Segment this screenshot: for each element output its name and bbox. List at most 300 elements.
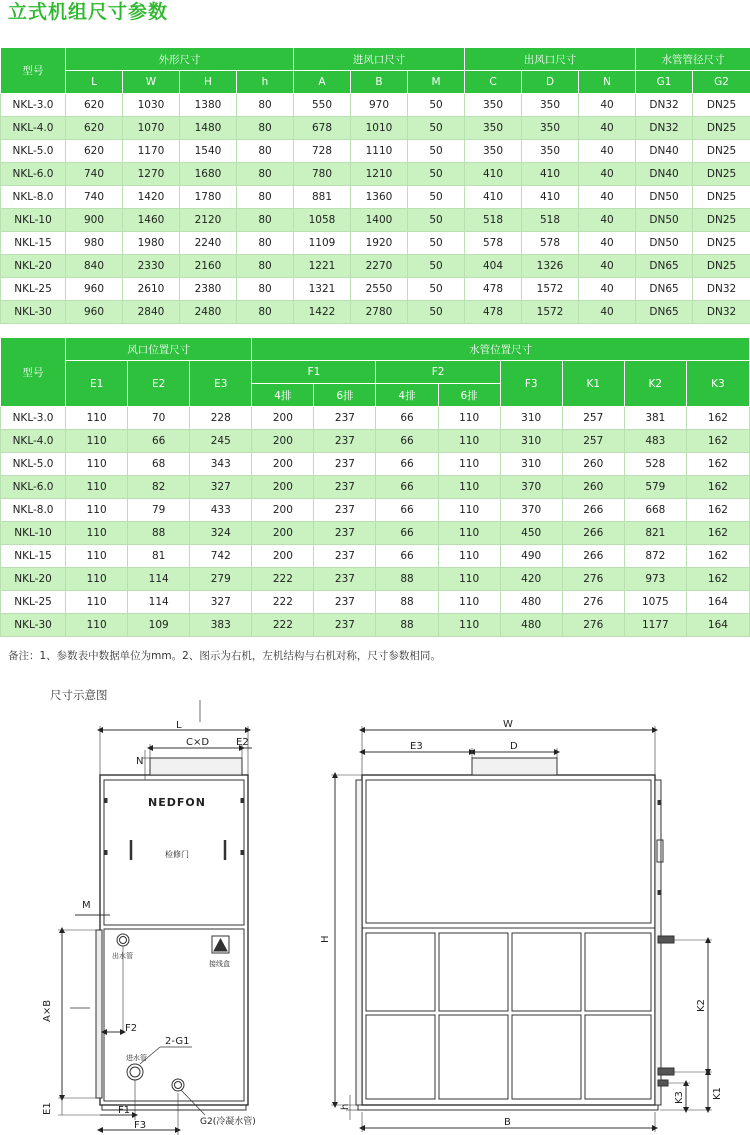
model-cell: NKL-30 bbox=[1, 614, 66, 637]
label-h-upper: H bbox=[320, 935, 331, 943]
page-title: 立式机组尺寸参数 bbox=[8, 1, 169, 23]
value-cell: 1780 bbox=[180, 186, 237, 209]
value-cell: 110 bbox=[66, 476, 128, 499]
value-cell: 162 bbox=[686, 407, 749, 430]
table-row bbox=[1, 499, 750, 522]
value-cell: 2120 bbox=[180, 209, 237, 232]
f2-header: F2 bbox=[376, 361, 500, 384]
value-cell: 1980 bbox=[123, 232, 180, 255]
label-f3: F3 bbox=[134, 1120, 147, 1131]
e2-header: E2 bbox=[128, 361, 190, 407]
sub-header: W bbox=[123, 71, 180, 94]
f1-header: F1 bbox=[252, 361, 376, 384]
value-cell: 200 bbox=[252, 407, 314, 430]
value-cell: DN25 bbox=[693, 140, 750, 163]
value-cell: DN32 bbox=[636, 117, 693, 140]
label-b: B bbox=[504, 1117, 511, 1128]
table-row bbox=[1, 278, 750, 301]
value-cell: 66 bbox=[376, 545, 438, 568]
sub-header: H bbox=[180, 71, 237, 94]
value-cell: 1420 bbox=[123, 186, 180, 209]
value-cell: 40 bbox=[579, 278, 636, 301]
value-cell: 40 bbox=[579, 301, 636, 324]
label-e2: E2 bbox=[236, 737, 249, 748]
value-cell: 80 bbox=[237, 163, 294, 186]
value-cell: DN50 bbox=[636, 209, 693, 232]
value-cell: 350 bbox=[465, 94, 522, 117]
value-cell: 50 bbox=[408, 232, 465, 255]
value-cell: 109 bbox=[128, 614, 190, 637]
value-cell: 881 bbox=[294, 186, 351, 209]
value-cell: 1400 bbox=[351, 209, 408, 232]
table-row bbox=[1, 232, 750, 255]
value-cell: 110 bbox=[66, 591, 128, 614]
value-cell: 162 bbox=[686, 476, 749, 499]
label-junction-box: 接线盒 bbox=[209, 960, 230, 968]
value-cell: 88 bbox=[376, 614, 438, 637]
value-cell: 110 bbox=[438, 522, 500, 545]
k1-header: K1 bbox=[562, 361, 624, 407]
value-cell: 327 bbox=[190, 591, 252, 614]
value-cell: 1572 bbox=[522, 278, 579, 301]
value-cell: 66 bbox=[376, 476, 438, 499]
model-cell: NKL-20 bbox=[1, 255, 66, 278]
value-cell: 50 bbox=[408, 255, 465, 278]
value-cell: 740 bbox=[66, 163, 123, 186]
value-cell: 228 bbox=[190, 407, 252, 430]
value-cell: 88 bbox=[376, 591, 438, 614]
label-access-door: 检修门 bbox=[165, 850, 189, 859]
table-row bbox=[1, 140, 750, 163]
value-cell: DN25 bbox=[693, 209, 750, 232]
value-cell: 50 bbox=[408, 94, 465, 117]
value-cell: 2780 bbox=[351, 301, 408, 324]
label-m: M bbox=[82, 900, 91, 911]
label-k2: K2 bbox=[696, 999, 707, 1012]
value-cell: 222 bbox=[252, 614, 314, 637]
value-cell: 66 bbox=[128, 430, 190, 453]
value-cell: 164 bbox=[686, 614, 749, 637]
value-cell: 266 bbox=[562, 522, 624, 545]
value-cell: 350 bbox=[522, 140, 579, 163]
value-cell: DN50 bbox=[636, 186, 693, 209]
label-k1: K1 bbox=[712, 1087, 723, 1100]
value-cell: 80 bbox=[237, 301, 294, 324]
value-cell: 1010 bbox=[351, 117, 408, 140]
value-cell: 40 bbox=[579, 163, 636, 186]
value-cell: 80 bbox=[237, 140, 294, 163]
value-cell: 1321 bbox=[294, 278, 351, 301]
f1-6row-header: 6排 bbox=[314, 384, 376, 407]
value-cell: 50 bbox=[408, 163, 465, 186]
value-cell: 1460 bbox=[123, 209, 180, 232]
sub-header: L bbox=[66, 71, 123, 94]
sub-header: M bbox=[408, 71, 465, 94]
model-cell: NKL-15 bbox=[1, 545, 66, 568]
sub-header: h bbox=[237, 71, 294, 94]
value-cell: 110 bbox=[438, 591, 500, 614]
value-cell: 678 bbox=[294, 117, 351, 140]
value-cell: 579 bbox=[624, 476, 686, 499]
value-cell: 980 bbox=[66, 232, 123, 255]
value-cell: 66 bbox=[376, 430, 438, 453]
value-cell: 780 bbox=[294, 163, 351, 186]
value-cell: 1540 bbox=[180, 140, 237, 163]
value-cell: 40 bbox=[579, 232, 636, 255]
value-cell: 350 bbox=[465, 117, 522, 140]
value-cell: 973 bbox=[624, 568, 686, 591]
pipe-diameter-header: 水管管径尺寸 bbox=[636, 48, 750, 71]
value-cell: 2270 bbox=[351, 255, 408, 278]
value-cell: 82 bbox=[128, 476, 190, 499]
value-cell: 80 bbox=[237, 278, 294, 301]
model-cell: NKL-20 bbox=[1, 568, 66, 591]
value-cell: 80 bbox=[237, 117, 294, 140]
value-cell: 110 bbox=[66, 545, 128, 568]
value-cell: 40 bbox=[579, 140, 636, 163]
value-cell: 550 bbox=[294, 94, 351, 117]
value-cell: 370 bbox=[500, 499, 562, 522]
value-cell: 66 bbox=[376, 407, 438, 430]
value-cell: DN25 bbox=[693, 163, 750, 186]
value-cell: 50 bbox=[408, 117, 465, 140]
label-w: W bbox=[503, 719, 513, 730]
value-cell: 420 bbox=[500, 568, 562, 591]
value-cell: 668 bbox=[624, 499, 686, 522]
air-port-position-header: 风口位置尺寸 bbox=[66, 338, 252, 361]
sub-header: N bbox=[579, 71, 636, 94]
f3-header: F3 bbox=[500, 361, 562, 407]
value-cell: 110 bbox=[438, 407, 500, 430]
value-cell: 1680 bbox=[180, 163, 237, 186]
value-cell: 1110 bbox=[351, 140, 408, 163]
value-cell: 1109 bbox=[294, 232, 351, 255]
label-inlet: 进水管 bbox=[126, 1054, 147, 1062]
value-cell: 310 bbox=[500, 407, 562, 430]
value-cell: 237 bbox=[314, 591, 376, 614]
value-cell: 404 bbox=[465, 255, 522, 278]
position-table bbox=[0, 337, 750, 637]
value-cell: 480 bbox=[500, 591, 562, 614]
value-cell: 79 bbox=[128, 499, 190, 522]
table-row bbox=[1, 522, 750, 545]
value-cell: 164 bbox=[686, 591, 749, 614]
value-cell: 200 bbox=[252, 430, 314, 453]
f2-6row-header: 6排 bbox=[438, 384, 500, 407]
model-cell: NKL-3.0 bbox=[1, 407, 66, 430]
table-row bbox=[1, 453, 750, 476]
value-cell: 110 bbox=[438, 614, 500, 637]
value-cell: 222 bbox=[252, 568, 314, 591]
value-cell: 578 bbox=[465, 232, 522, 255]
value-cell: DN25 bbox=[693, 232, 750, 255]
model-cell: NKL-4.0 bbox=[1, 117, 66, 140]
brand-logo: NEDFON bbox=[148, 796, 206, 809]
value-cell: 237 bbox=[314, 545, 376, 568]
value-cell: 1170 bbox=[123, 140, 180, 163]
model-cell: NKL-5.0 bbox=[1, 140, 66, 163]
table-row bbox=[1, 476, 750, 499]
value-cell: 81 bbox=[128, 545, 190, 568]
value-cell: 80 bbox=[237, 186, 294, 209]
sub-header: D bbox=[522, 71, 579, 94]
value-cell: DN50 bbox=[636, 232, 693, 255]
value-cell: 620 bbox=[66, 94, 123, 117]
value-cell: 350 bbox=[522, 117, 579, 140]
label-cxd: C×D bbox=[186, 737, 210, 748]
value-cell: 2480 bbox=[180, 301, 237, 324]
label-h-lower: h bbox=[340, 1103, 351, 1110]
value-cell: 200 bbox=[252, 453, 314, 476]
value-cell: 40 bbox=[579, 117, 636, 140]
value-cell: 110 bbox=[438, 499, 500, 522]
value-cell: 480 bbox=[500, 614, 562, 637]
value-cell: 162 bbox=[686, 499, 749, 522]
value-cell: 620 bbox=[66, 140, 123, 163]
value-cell: 960 bbox=[66, 301, 123, 324]
model-header: 型号 bbox=[1, 48, 66, 94]
value-cell: 2330 bbox=[123, 255, 180, 278]
value-cell: 222 bbox=[252, 591, 314, 614]
model-cell: NKL-25 bbox=[1, 278, 66, 301]
air-outlet-header: 出风口尺寸 bbox=[465, 48, 636, 71]
label-l: L bbox=[176, 720, 182, 731]
f2-4row-header: 4排 bbox=[376, 384, 438, 407]
value-cell: 50 bbox=[408, 301, 465, 324]
dimension-table-header bbox=[1, 48, 750, 94]
label-f1: F1 bbox=[118, 1105, 131, 1116]
value-cell: 200 bbox=[252, 545, 314, 568]
value-cell: 237 bbox=[314, 568, 376, 591]
value-cell: 40 bbox=[579, 186, 636, 209]
value-cell: 383 bbox=[190, 614, 252, 637]
dimension-table-body bbox=[1, 94, 750, 324]
k3-header: K3 bbox=[686, 361, 749, 407]
value-cell: 237 bbox=[314, 522, 376, 545]
table-row bbox=[1, 186, 750, 209]
value-cell: 518 bbox=[522, 209, 579, 232]
value-cell: DN25 bbox=[693, 186, 750, 209]
value-cell: 66 bbox=[376, 522, 438, 545]
value-cell: 110 bbox=[438, 568, 500, 591]
value-cell: 478 bbox=[465, 301, 522, 324]
value-cell: 50 bbox=[408, 140, 465, 163]
pipe-position-header: 水管位置尺寸 bbox=[252, 338, 750, 361]
table-row bbox=[1, 255, 750, 278]
value-cell: 327 bbox=[190, 476, 252, 499]
value-cell: 528 bbox=[624, 453, 686, 476]
value-cell: 1075 bbox=[624, 591, 686, 614]
label-outlet: 出水管 bbox=[112, 952, 133, 960]
value-cell: 110 bbox=[438, 545, 500, 568]
table-row bbox=[1, 301, 750, 324]
value-cell: 257 bbox=[562, 430, 624, 453]
sub-header: G2 bbox=[693, 71, 750, 94]
value-cell: 110 bbox=[438, 453, 500, 476]
value-cell: 1058 bbox=[294, 209, 351, 232]
value-cell: 114 bbox=[128, 568, 190, 591]
value-cell: 88 bbox=[376, 568, 438, 591]
value-cell: 620 bbox=[66, 117, 123, 140]
value-cell: 80 bbox=[237, 209, 294, 232]
value-cell: 40 bbox=[579, 94, 636, 117]
value-cell: 237 bbox=[314, 407, 376, 430]
value-cell: 279 bbox=[190, 568, 252, 591]
value-cell: 840 bbox=[66, 255, 123, 278]
value-cell: 66 bbox=[376, 453, 438, 476]
value-cell: 410 bbox=[522, 186, 579, 209]
value-cell: 350 bbox=[465, 140, 522, 163]
value-cell: 490 bbox=[500, 545, 562, 568]
model-cell: NKL-10 bbox=[1, 522, 66, 545]
value-cell: 237 bbox=[314, 499, 376, 522]
outline-size-header: 外形尺寸 bbox=[66, 48, 294, 71]
dimension-diagram bbox=[0, 700, 750, 1135]
value-cell: 70 bbox=[128, 407, 190, 430]
label-axb: A×B bbox=[42, 999, 53, 1022]
model-cell: NKL-25 bbox=[1, 591, 66, 614]
value-cell: 410 bbox=[465, 163, 522, 186]
e3-header: E3 bbox=[190, 361, 252, 407]
value-cell: DN65 bbox=[636, 301, 693, 324]
value-cell: 2550 bbox=[351, 278, 408, 301]
table-row bbox=[1, 430, 750, 453]
table-row bbox=[1, 568, 750, 591]
value-cell: 40 bbox=[579, 209, 636, 232]
model-cell: NKL-6.0 bbox=[1, 163, 66, 186]
value-cell: 728 bbox=[294, 140, 351, 163]
value-cell: 2610 bbox=[123, 278, 180, 301]
value-cell: 483 bbox=[624, 430, 686, 453]
value-cell: 110 bbox=[66, 568, 128, 591]
value-cell: 276 bbox=[562, 614, 624, 637]
value-cell: 162 bbox=[686, 545, 749, 568]
value-cell: 110 bbox=[66, 453, 128, 476]
value-cell: 410 bbox=[522, 163, 579, 186]
value-cell: 110 bbox=[66, 499, 128, 522]
value-cell: 872 bbox=[624, 545, 686, 568]
value-cell: 821 bbox=[624, 522, 686, 545]
value-cell: 433 bbox=[190, 499, 252, 522]
value-cell: 200 bbox=[252, 476, 314, 499]
table-row bbox=[1, 209, 750, 232]
value-cell: 162 bbox=[686, 522, 749, 545]
value-cell: 237 bbox=[314, 430, 376, 453]
value-cell: 970 bbox=[351, 94, 408, 117]
value-cell: DN25 bbox=[693, 255, 750, 278]
value-cell: DN32 bbox=[636, 94, 693, 117]
model-cell: NKL-5.0 bbox=[1, 453, 66, 476]
value-cell: 200 bbox=[252, 499, 314, 522]
value-cell: 742 bbox=[190, 545, 252, 568]
value-cell: 50 bbox=[408, 278, 465, 301]
air-inlet-header: 进风口尺寸 bbox=[294, 48, 465, 71]
value-cell: 410 bbox=[465, 186, 522, 209]
position-table-body bbox=[1, 407, 750, 637]
diagram-title: 尺寸示意图 bbox=[50, 688, 108, 702]
value-cell: 237 bbox=[314, 476, 376, 499]
value-cell: 1480 bbox=[180, 117, 237, 140]
value-cell: 68 bbox=[128, 453, 190, 476]
value-cell: 266 bbox=[562, 499, 624, 522]
value-cell: 1177 bbox=[624, 614, 686, 637]
value-cell: 450 bbox=[500, 522, 562, 545]
position-table-header bbox=[1, 338, 750, 407]
value-cell: 1070 bbox=[123, 117, 180, 140]
value-cell: 237 bbox=[314, 453, 376, 476]
dimension-table bbox=[0, 47, 750, 324]
value-cell: DN65 bbox=[636, 255, 693, 278]
value-cell: 2160 bbox=[180, 255, 237, 278]
value-cell: 900 bbox=[66, 209, 123, 232]
table-note: 备注：1、参数表中数据单位为mm。2、图示为右机，左机结构与右机对称，尺寸参数相同。 bbox=[8, 650, 441, 662]
label-k3: K3 bbox=[674, 1091, 685, 1104]
label-e1: E1 bbox=[42, 1102, 53, 1115]
value-cell: 110 bbox=[66, 614, 128, 637]
value-cell: 1422 bbox=[294, 301, 351, 324]
value-cell: 110 bbox=[438, 430, 500, 453]
value-cell: DN40 bbox=[636, 140, 693, 163]
value-cell: 1360 bbox=[351, 186, 408, 209]
value-cell: 162 bbox=[686, 430, 749, 453]
value-cell: 80 bbox=[237, 232, 294, 255]
table-row bbox=[1, 163, 750, 186]
value-cell: 578 bbox=[522, 232, 579, 255]
label-n: N bbox=[136, 756, 144, 767]
value-cell: 260 bbox=[562, 453, 624, 476]
value-cell: 1920 bbox=[351, 232, 408, 255]
value-cell: 260 bbox=[562, 476, 624, 499]
value-cell: 50 bbox=[408, 209, 465, 232]
value-cell: 114 bbox=[128, 591, 190, 614]
value-cell: 80 bbox=[237, 255, 294, 278]
value-cell: DN65 bbox=[636, 278, 693, 301]
table-row bbox=[1, 614, 750, 637]
value-cell: 310 bbox=[500, 430, 562, 453]
value-cell: 162 bbox=[686, 453, 749, 476]
value-cell: 110 bbox=[66, 430, 128, 453]
value-cell: 518 bbox=[465, 209, 522, 232]
value-cell: 960 bbox=[66, 278, 123, 301]
value-cell: 245 bbox=[190, 430, 252, 453]
model-cell: NKL-30 bbox=[1, 301, 66, 324]
sub-header: G1 bbox=[636, 71, 693, 94]
side-view bbox=[58, 700, 252, 1135]
value-cell: 110 bbox=[438, 476, 500, 499]
table-row bbox=[1, 94, 750, 117]
value-cell: 2380 bbox=[180, 278, 237, 301]
value-cell: DN32 bbox=[693, 301, 750, 324]
label-e3: E3 bbox=[410, 741, 423, 752]
value-cell: 324 bbox=[190, 522, 252, 545]
k2-header: K2 bbox=[624, 361, 686, 407]
value-cell: 1572 bbox=[522, 301, 579, 324]
model-cell: NKL-8.0 bbox=[1, 499, 66, 522]
model-cell: NKL-15 bbox=[1, 232, 66, 255]
model-cell: NKL-6.0 bbox=[1, 476, 66, 499]
sub-header: B bbox=[351, 71, 408, 94]
value-cell: DN25 bbox=[693, 117, 750, 140]
value-cell: 50 bbox=[408, 186, 465, 209]
value-cell: 110 bbox=[66, 407, 128, 430]
value-cell: 343 bbox=[190, 453, 252, 476]
value-cell: 2240 bbox=[180, 232, 237, 255]
sub-header: A bbox=[294, 71, 351, 94]
front-view bbox=[331, 726, 712, 1132]
value-cell: 1210 bbox=[351, 163, 408, 186]
label-g2: G2(冷凝水管) bbox=[200, 1117, 256, 1127]
value-cell: DN40 bbox=[636, 163, 693, 186]
